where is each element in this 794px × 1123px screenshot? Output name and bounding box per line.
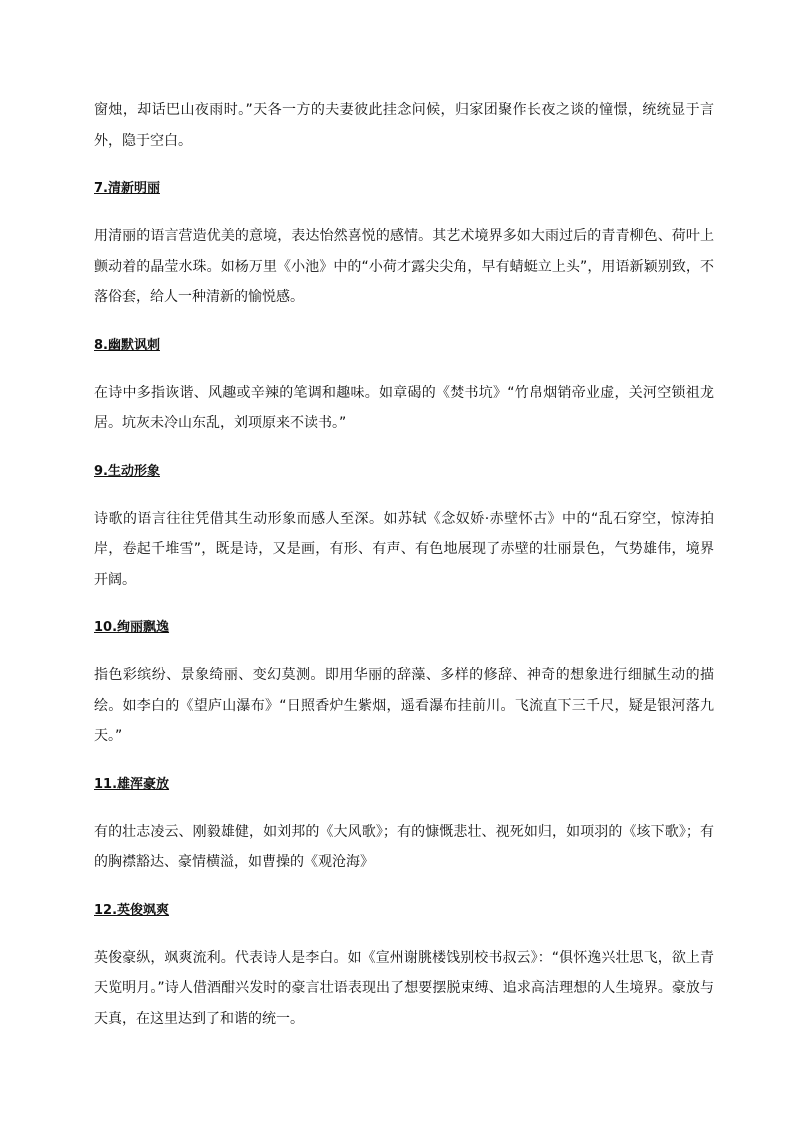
section-heading-9: 9.生动形象 xyxy=(94,463,160,479)
section-paragraph-12: 英俊豪纵，飒爽流利。代表诗人是李白。如《宣州谢朓楼饯别校书叔云》：“俱怀逸兴壮思飞，欲上青天览明月。”诗人借酒酣兴发时的豪言壮语表现出了想要摆脱束缚、追求高洁理想的人生境界。豪放与天真，在这里达到了和谐的统一。 xyxy=(94,949,714,1027)
document-page xyxy=(94,95,714,1034)
section-paragraph-10: 指色彩缤纷、景象绮丽、变幻莫测。即用华丽的辞藻、多样的修辞、神奇的想象进行细腻生动的描绘。如李白的《望庐山瀑布》“日照香炉生紫烟，遥看瀑布挂前川。飞流直下三千尺，疑是银河落九天。” xyxy=(94,667,714,744)
section-heading-10: 10.绚丽飘逸 xyxy=(94,620,170,635)
section-heading-11: 11.雄浑豪放 xyxy=(94,776,170,792)
intro-paragraph: 窗烛，却话巴山夜雨时。”天各一方的夫妻彼此挂念问候，归家团聚作长夜之谈的憧憬，统统显于言外，隐于空白。 xyxy=(94,102,714,149)
section-heading-12: 12.英俊飒爽 xyxy=(94,902,170,918)
section-paragraph-8: 在诗中多指诙谐、风趣或辛辣的笔调和趣味。如章碣的《焚书坑》“竹帛烟销帝业虚，关河空锁祖龙居。坑灰未冷山东乱，刘项原来不读书。” xyxy=(94,384,714,431)
section-paragraph-11: 有的壮志凌云、刚毅雄健，如刘邦的《大风歌》；有的慷慨悲壮、视死如归，如项羽的《垓下歌》；有的胸襟豁达、豪情横溢，如曹操的《观沧海》 xyxy=(94,823,714,870)
section-paragraph-9: 诗歌的语言往往凭借其生动形象而感人至深。如苏轼《念奴娇·赤壁怀古》中的“乱石穿空，惊涛拍岸，卷起千堆雪”，既是诗，又是画，有形、有声、有色地展现了赤壁的壮丽景色，气势雄伟，境界开阔。 xyxy=(94,510,714,588)
section-heading-8: 8.幽默讽刺 xyxy=(94,337,160,353)
section-heading-7: 7.清新明丽 xyxy=(94,181,160,196)
section-paragraph-7: 用清丽的语言营造优美的意境，表达怡然喜悦的感情。其艺术境界多如大雨过后的青青柳色、荷叶上颤动着的晶莹水珠。如杨万里《小池》中的“小荷才露尖尖角，早有蜻蜓立上头”，用语新颖别致，不落俗套，给人一种清新的愉悦感。 xyxy=(94,228,714,305)
